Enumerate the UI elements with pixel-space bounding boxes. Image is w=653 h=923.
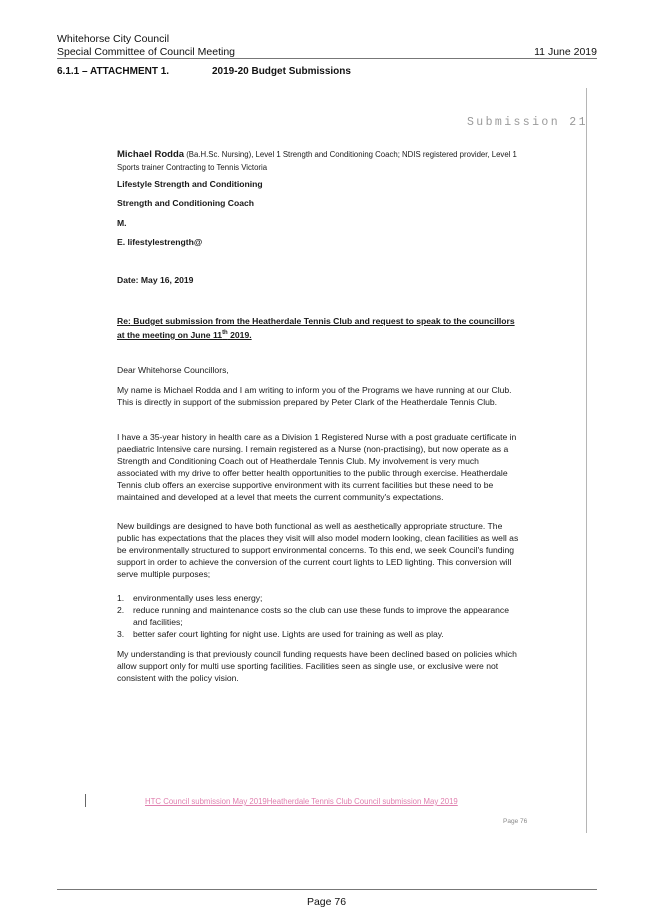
- paragraph-3: New buildings are designed to have both functional as well as aesthetically appropriate structure. The public has expectations that the places they visit will also model modern looking, clean facilities as well as be environmentally structured to support environmental concerns. To this end, we seek Council's funding support in order to achieve the conversion of the current court lights to LED lighting. This conversion will serve multiple purposes;: [117, 521, 519, 579]
- attachment-title: 2019-20 Budget Submissions: [212, 66, 351, 77]
- attachment-label: 6.1.1 – ATTACHMENT 1.: [57, 66, 170, 77]
- re-prefix: Re:: [117, 316, 131, 326]
- paragraph-4: My understanding is that previously council funding requests have been declined based on policies which allow support only for multi use sporting facilities. Facilities seen as single use, or exclusive were not consistent with the policy vision.: [117, 649, 517, 683]
- list-item: 1. environmentally uses less energy;: [117, 593, 263, 603]
- paragraph-1: My name is Michael Rodda and I am writing to inform you of the Programs we have running at our Club. This is directly in support of the submission prepared by Peter Clark of the Heatherdale Tennis Club.: [117, 385, 512, 407]
- salutation: Dear Whitehorse Councillors,: [117, 365, 229, 375]
- meeting-date: 11 June 2019: [534, 45, 597, 58]
- purpose-list: [117, 592, 522, 640]
- author-name: Michael Rodda: [117, 149, 185, 160]
- role-title: Strength and Conditioning Coach: [117, 198, 255, 208]
- re-line: [117, 315, 522, 341]
- re-text-2: 2019.: [227, 329, 252, 340]
- attachment-heading: [57, 66, 351, 77]
- author-line: [117, 148, 522, 174]
- email-line: E. lifestylestrength@: [117, 237, 203, 247]
- re-superscript: th: [222, 330, 228, 336]
- page-number: Page 76: [306, 896, 347, 908]
- re-text-1: Budget submission from the Heatherdale Tennis Club and request to speak to the councillors at the meeting on June 11: [117, 316, 515, 340]
- author-credentials: (Ba.H.Sc. Nursing), Level 1 Strength and Conditioning Coach; NDIS registered provider, Level 1 Sports trainer Contracting to Tennis Victoria: [117, 150, 517, 172]
- org-name: Whitehorse City Council: [57, 33, 170, 45]
- meeting-name: Special Committee of Council Meeting: [57, 45, 235, 58]
- paragraph-2: I have a 35-year history in health care as a Division 1 Registered Nurse with a post graduate certificate in paediatric Intensive care nursing. I remain registered as a Nurse (non-practising), but now operate as a Strength and Conditioning Coach out of Heatherdale Tennis Club. My involvement is very much associated with my drive to offer better health opportunities to the public through exercise. Heatherdale Tennis club offers an exercise supportive environment with its current facilities but these need to be maintained and developed at a level that meets the current community's expectations.: [117, 432, 517, 502]
- page-header: [57, 33, 597, 58]
- footer-rule: [57, 889, 597, 890]
- footer-link[interactable]: HTC Council submission May 2019Heatherdale Tennis Club Council submission May 2019: [145, 797, 458, 806]
- scan-page-number: Page 76: [503, 818, 528, 825]
- business-name: Lifestyle Strength and Conditioning: [117, 179, 263, 189]
- list-item: 2. reduce running and maintenance costs so the club can use these funds to improve the appearance and facilities;: [117, 605, 509, 627]
- letter-date: Date: May 16, 2019: [117, 275, 194, 285]
- scan-border: [586, 88, 587, 833]
- change-bar: [85, 794, 86, 807]
- mobile-line: M.: [117, 218, 127, 228]
- header-rule: [57, 58, 597, 59]
- list-item: 3. better safer court lighting for night use. Lights are used for training as well as play.: [117, 629, 444, 639]
- submission-stamp: Submission 21: [467, 116, 588, 129]
